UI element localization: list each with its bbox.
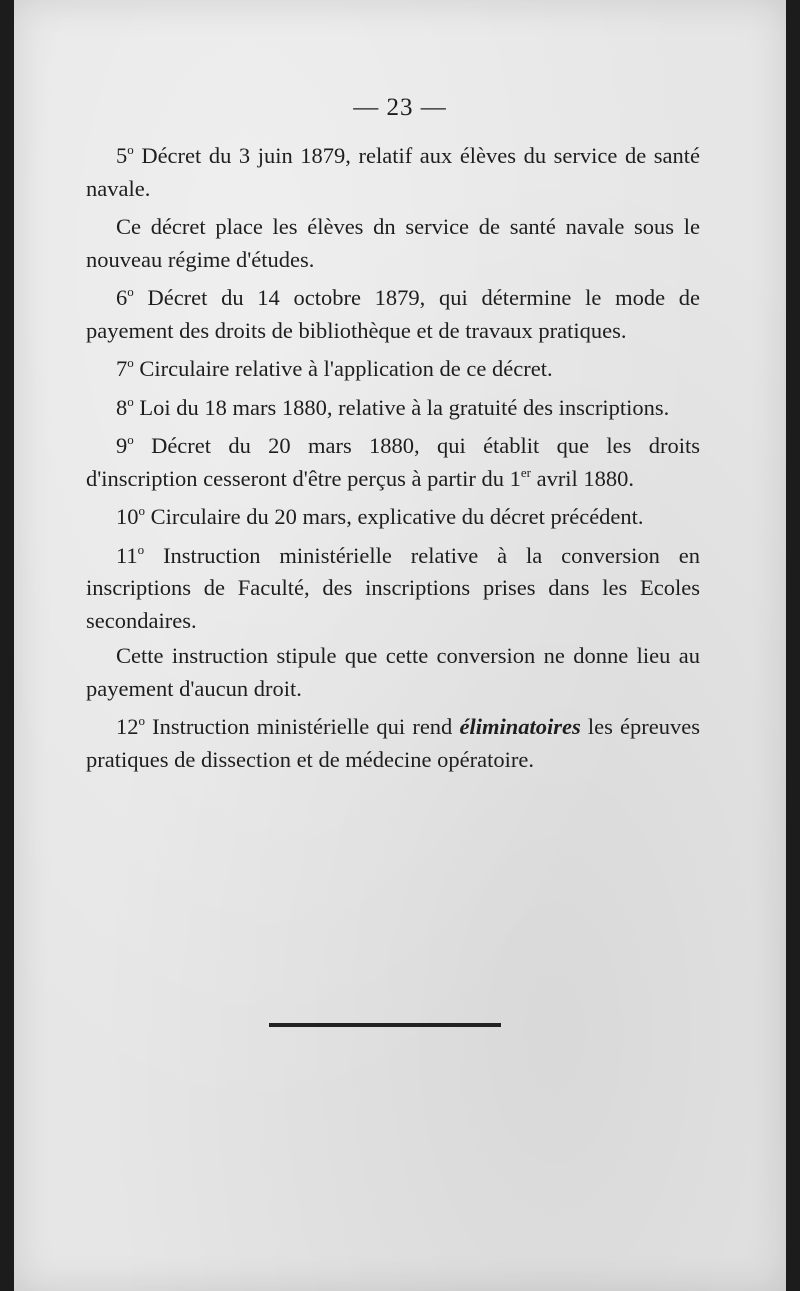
paragraph-loi-18-mars: 8$^o$ Loi du 18 mars 1880, relative à la gratuité des inscriptions. (116, 393, 670, 420)
paragraph-instruction-stipule: Cette instruction stipule que cette conversion ne donne lieu au payement d'aucun droit. (86, 643, 700, 701)
paragraph-circulaire-application: 7$^o$ Circulaire relative à l'application de ce décret. (116, 355, 553, 381)
paragraph-instruction-conversion: 11$^o$ Instruction ministérielle relative à la conversion en inscriptions de Faculté, des inscriptions prises dans les Ecoles secondaires. (86, 541, 700, 633)
paragraph-decret-3-juin: 5$^o$ Décret du 3 juin 1879, relatif aux élèves du service de santé navale. (86, 142, 700, 201)
paragraph-instruction-eliminatoires: 12$^o$ Instruction ministérielle qui rend éliminatoires les épreuves pratiques de dissection et de médecine opératoire. (86, 713, 700, 772)
book-page (14, 0, 786, 1291)
paragraph-decret-20-mars: 9$^o$ Décret du 20 mars 1880, qui établit que les droits d'inscription cesseront d'être perçus à partir du 1er avril 1880. (86, 432, 700, 491)
page-number: — 23 — (353, 94, 447, 121)
body-text (86, 140, 700, 782)
paragraph-circulaire-20-mars: 10$^o$ Circulaire du 20 mars, explicative du décret précédent. (116, 503, 644, 529)
paragraph-decret-place: Ce décret place les élèves dn service de santé navale sous le nouveau régime d'études. (86, 214, 700, 272)
end-rule (269, 1023, 501, 1027)
paragraph-decret-14-octobre: 6$^o$ Décret du 14 octobre 1879, qui détermine le mode de payement des droits de bibliothèque et de travaux pratiques. (86, 284, 700, 343)
